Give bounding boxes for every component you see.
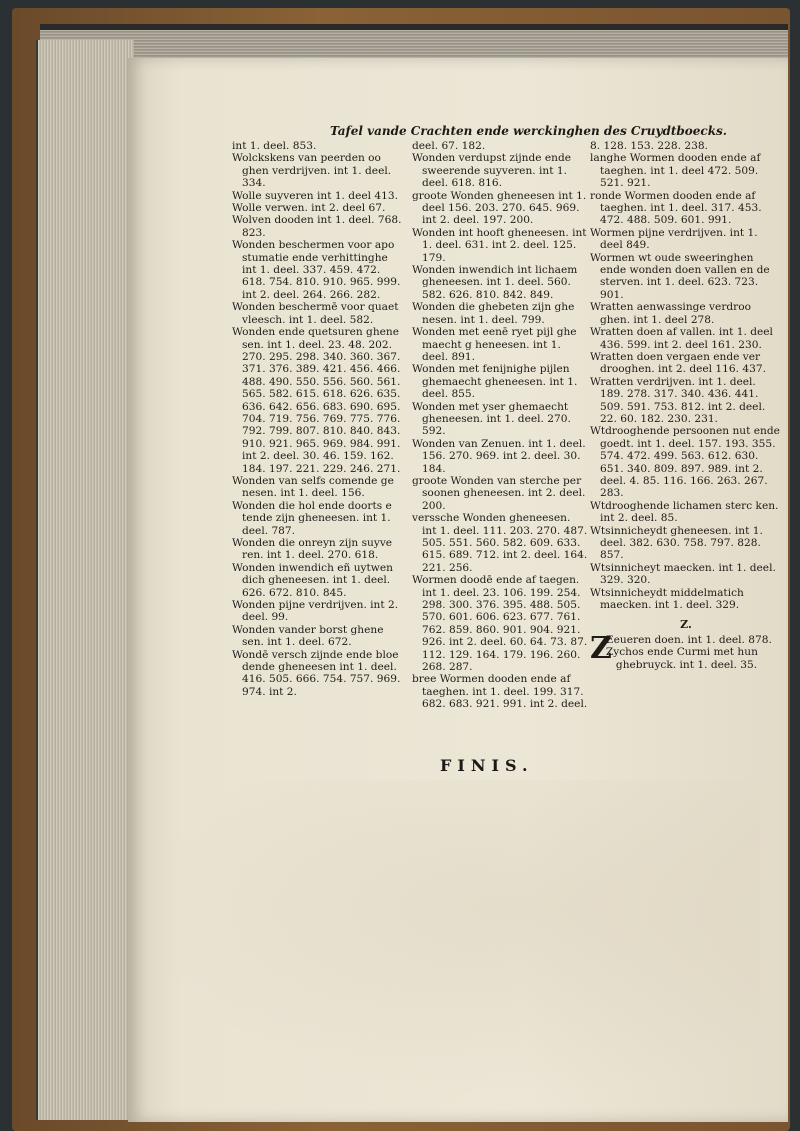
index-entry: Wratten aenwassinge verdroo ghen. int 1. deel 278. [590, 301, 751, 326]
index-entry: groote Wonden van sterche per soonen gheneesen. int 2. deel. 200. [412, 474, 586, 512]
index-entry: Wonden inwendich eñ uytwen dich gheneesen. int 1. deel. 626. 672. 810. 845. [232, 561, 393, 599]
index-entry: Wonden beschermē voor quaet vleesch. int 1. deel. 582. [232, 301, 399, 326]
index-entry: Wonden ende quetsuren ghene sen. int 1. deel. 23. 48. 202. 270. 295. 298. 340. 360. 367. 371. 376. 389. 421. 456. 466. 488. 490. 550. 556. 560. 561. 565. 582. 615. 618. 626. 635. 636. 642. 656. 683. 690. 695. 704. 719. 756. 769. 775. 776. 792. 799. 807. 810. 840. 843. 910. 921. 965. 969. 984. 991. int 2. deel. 30. 46. 159. 162. 184. 197. 221. 229. 246. 271. [232, 326, 401, 475]
index-entry: Eeueren doen. int 1. deel. 878. [605, 633, 772, 646]
index-entry: Wonden met yser ghemaecht gheneesen. int 1. deel. 270. 592. [412, 400, 571, 438]
index-entry: Wormen wt oude sweeringhen ende wonden doen vallen en de sterven. int 1. deel. 623. 723. 901. [590, 251, 770, 301]
index-entry: Wonden met eenē ryet pijl ghe maecht g heneesen. int 1. deel. 891. [412, 326, 577, 363]
index-column-2 [412, 140, 588, 711]
index-entry: bree Wormen dooden ende af taeghen. int 1. deel. 199. 317. 682. 683. 921. 991. int 2. deel. [412, 673, 588, 711]
index-entry: Wondē versch zijnde ende bloe dende gheneesen int 1. deel. 416. 505. 666. 754. 757. 969. 974. int 2. [232, 648, 401, 698]
index-column-3 [590, 140, 782, 671]
index-entry: groote Wonden gheneesen int 1. deel 156. 203. 270. 645. 969. int 2. deel. 197. 200. [412, 189, 587, 227]
index-entry: Wratten verdrijven. int 1. deel. 189. 278. 317. 340. 436. 441. 509. 591. 753. 812. int 2. deel. 22. 60. 182. 230. 231. [590, 375, 766, 425]
index-entry: verssche Wonden gheneesen. int 1. deel. 111. 203. 270. 487. 505. 551. 560. 582. 609. 633. 615. 689. 712. int 2. deel. 164. 221. 256. [412, 512, 588, 574]
index-entry: Wonden die hol ende doorts e tende zijn gheneesen. int 1. deel. 787. [232, 499, 392, 537]
index-entry: Wonden beschermen voor apo stumatie ende verhittinghe int 1. deel. 337. 459. 472. 618. 754. 810. 910. 965. 999. int 2. deel. 264. 266. 282. [232, 239, 401, 301]
z-section [590, 630, 782, 671]
index-entry: Wonden van Zenuen. int 1. deel. 156. 270. 969. int 2. deel. 30. 184. [412, 437, 586, 475]
index-entry: ronde Wormen dooden ende af taeghen. int 1. deel. 317. 453. 472. 488. 509. 601. 991. [590, 189, 762, 227]
index-entry: deel. 67. 182. [412, 140, 486, 152]
page-fore-edge [36, 40, 134, 1120]
decorated-initial-z: Z [590, 630, 612, 666]
index-entry: Wonden met fenijnighe pijlen ghemaecht gheneesen. int 1. deel. 855. [412, 363, 578, 401]
index-entry: 8. 128. 153. 228. 238. [590, 140, 708, 152]
index-entry: Wtdrooghende persoonen nut ende goedt. int 1. deel. 157. 193. 355. 574. 472. 499. 563. 612. 630. 651. 340. 809. 897. 989. int 2. deel. 4. 85. 116. 166. 263. 267. 283. [590, 425, 780, 500]
index-entry: Wolven dooden int 1. deel. 768. 823. [232, 214, 402, 239]
index-entry: Wtsinnicheydt middelmatich maecken. int 1. deel. 329. [590, 586, 744, 612]
index-entry: Wolle suyveren int 1. deel 413. [232, 189, 398, 202]
section-letter-z: Z. [680, 618, 692, 632]
index-entry: Wratten doen af vallen. int 1. deel 436. 599. int 2. deel 161. 230. [590, 326, 773, 351]
index-entry: Wolckskens van peerden oo ghen verdrijven. int 1. deel. 334. [232, 152, 392, 190]
paper-stain [140, 780, 760, 1100]
index-entry: Zychos ende Curmi met hun ghebruyck. int 1. deel. 35. [605, 646, 758, 671]
page-title: Tafel vande Crachten ende werckinghen des Cruydtboecks. [330, 124, 727, 138]
index-entry: Wonden die onreyn zijn suyve ren. int 1. deel. 270. 618. [232, 537, 393, 562]
finis-mark: FINIS. [440, 756, 534, 775]
index-entry: Wonden pijne verdrijven. int 2. deel. 99. [232, 599, 399, 624]
index-entry: Wonden vander borst ghene sen. int 1. deel. 672. [232, 623, 384, 649]
index-entry: Wolle verwen. int 2. deel 67. [232, 202, 386, 215]
index-entry: langhe Wormen dooden ende af taeghen. int 1. deel 472. 509. 521. 921. [590, 152, 761, 190]
index-entry: Wonden van selfs comende ge nesen. int 1. deel. 156. [232, 474, 394, 500]
index-entry: Wonden int hooft gheneesen. int 1. deel. 631. int 2. deel. 125. 179. [412, 226, 587, 264]
index-entry: Wonden inwendich int lichaem gheneesen. int 1. deel. 560. 582. 626. 810. 842. 849. [412, 264, 578, 301]
index-entry: Wtsinnicheyt maecken. int 1. deel. 329. 320. [590, 561, 776, 587]
index-entry: Wtdrooghende lichamen sterc ken. int 2. deel. 85. [590, 499, 779, 525]
index-entry: Wormen pijne verdrijven. int 1. deel 849. [590, 226, 758, 252]
index-entry: Wonden die ghebeten zijn ghe nesen. int 1. deel. 799. [412, 301, 575, 326]
index-entry: int 1. deel. 853. [232, 140, 317, 152]
index-entry: Wormen doodē ende af taegen. int 1. deel. 23. 106. 199. 254. 298. 300. 376. 395. 488. 505. 570. 601. 606. 623. 677. 761. 762. 859. 860. 901. 904. 921. 926. int 2. deel. 60. 64. 73. 87. 112. 129. 164. 179. 196. 260. 268. 287. [412, 574, 588, 674]
index-column-1 [232, 140, 404, 698]
index-entry: Wratten doen vergaen ende ver drooghen. int 2. deel 116. 437. [590, 350, 766, 376]
index-entry: Wtsinnicheydt gheneesen. int 1. deel. 382. 630. 758. 797. 828. 857. [590, 524, 763, 562]
index-entry: Wonden verdupst zijnde ende sweerende suyveren. int 1. deel. 618. 816. [412, 152, 572, 190]
